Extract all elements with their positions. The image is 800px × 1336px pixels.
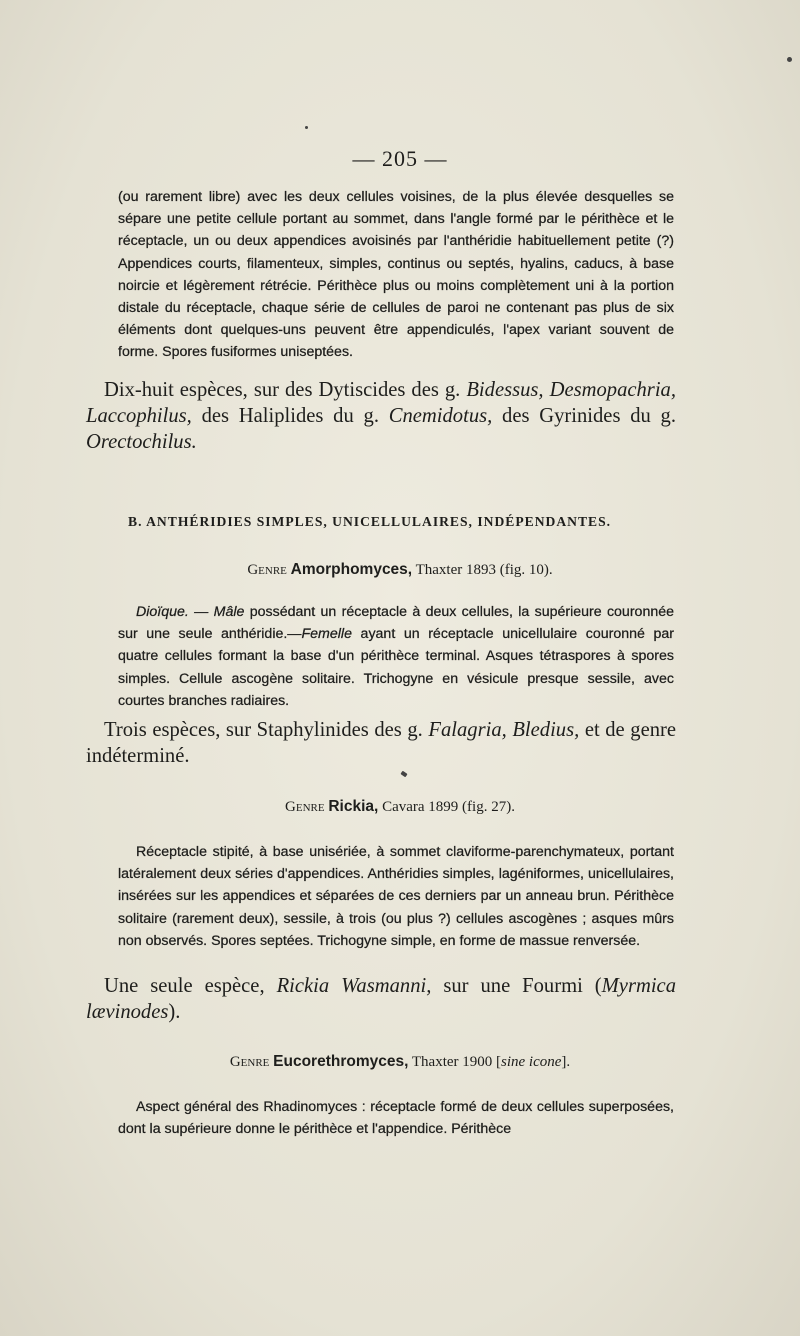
scan-speck xyxy=(305,126,308,129)
scan-speck xyxy=(787,57,792,62)
paragraph-species-count-2: Trois espèces, sur Staphylinides des g. Falagria, Bledius, et de genre indéterminé. xyxy=(86,719,677,767)
paragraph-amorphomyces-description: Dioïque. — Mâle possédant un réceptacle à deux cellules, la supérieure couronnée sur une seule anthéridie.—Femelle ayant un réceptacle unicellulaire couronné par quatre cellules formant la base d'un périthèce terminal. Asques tétraspores à spores simples. Cellule ascogène solitaire. Trichogyne en vésicule presque sessile, avec courtes branches radiaires. xyxy=(118,604,675,709)
paragraph-species-count-3: Une seule espèce, Rickia Wasmanni, sur une Fourmi (Myrmica lævinodes). xyxy=(86,975,676,1023)
genre-heading-rickia: Genre Rickia, Cavara 1899 (fig. 27). xyxy=(285,798,515,815)
genre-heading-amorphomyces: Genre Amorphomyces, Thaxter 1893 (fig. 10). xyxy=(247,561,553,578)
paragraph-eucorethromyces-description: Aspect général des Rhadinomyces : réceptacle formé de deux cellules superposées, dont la supérieure donne le périthèce et l'appendice. Périthèce xyxy=(118,1099,674,1138)
page-number: — 205 — xyxy=(352,146,448,171)
section-heading: B. ANTHÉRIDIES SIMPLES, UNICELLULAIRES, INDÉPENDANTES. xyxy=(128,514,612,529)
genre-heading-eucorethromyces: Genre Eucorethromyces, Thaxter 1900 [sine icone]. xyxy=(229,1053,571,1070)
scan-speck xyxy=(400,771,407,778)
paragraph-species-count-1: Dix-huit espèces, sur des Dytiscides des g. Bidessus, Desmopachria, Laccophilus, des Haliplides du g. Cnemidotus, des Gyrinides du g. Orectochilus. xyxy=(86,379,676,453)
paragraph-rickia-description: Réceptacle stipité, à base unisériée, à sommet claviforme-parenchymateux, portant latéralement deux séries d'appendices. Anthéridies simples, lagéniformes, unicellulaires, insérées sur les appendices et séparées de ces derniers par un anneau brun. Périthèce solitaire (rarement deux), sessile, à trois (ou plus ?) cellules ascogènes ; asques mûrs non observés. Spores septées. Trichogyne simple, en forme de massue renversée. xyxy=(118,844,674,949)
paragraph-description-continued: (ou rarement libre) avec les deux cellules voisines, de la plus élevée desquelles se sépare une petite cellule portant au sommet, dans l'angle formé par le périthèce et le réceptacle, un ou deux appendices avoisinés par l'anthéridie habituellement petite (?) Appendices courts, filamenteux, simples, continus ou septés, hyalins, caducs, à base noircie et légèrement rétrécie. Périthèce plus ou moins complètement uni à la portion distale du réceptacle, chaque série de cellules de paroi ne contenant pas plus de six éléments dont quelques-uns peuvent être appendiculés, l'apex variant souvent de forme. Spores fusiformes uniseptées. xyxy=(118,189,674,361)
